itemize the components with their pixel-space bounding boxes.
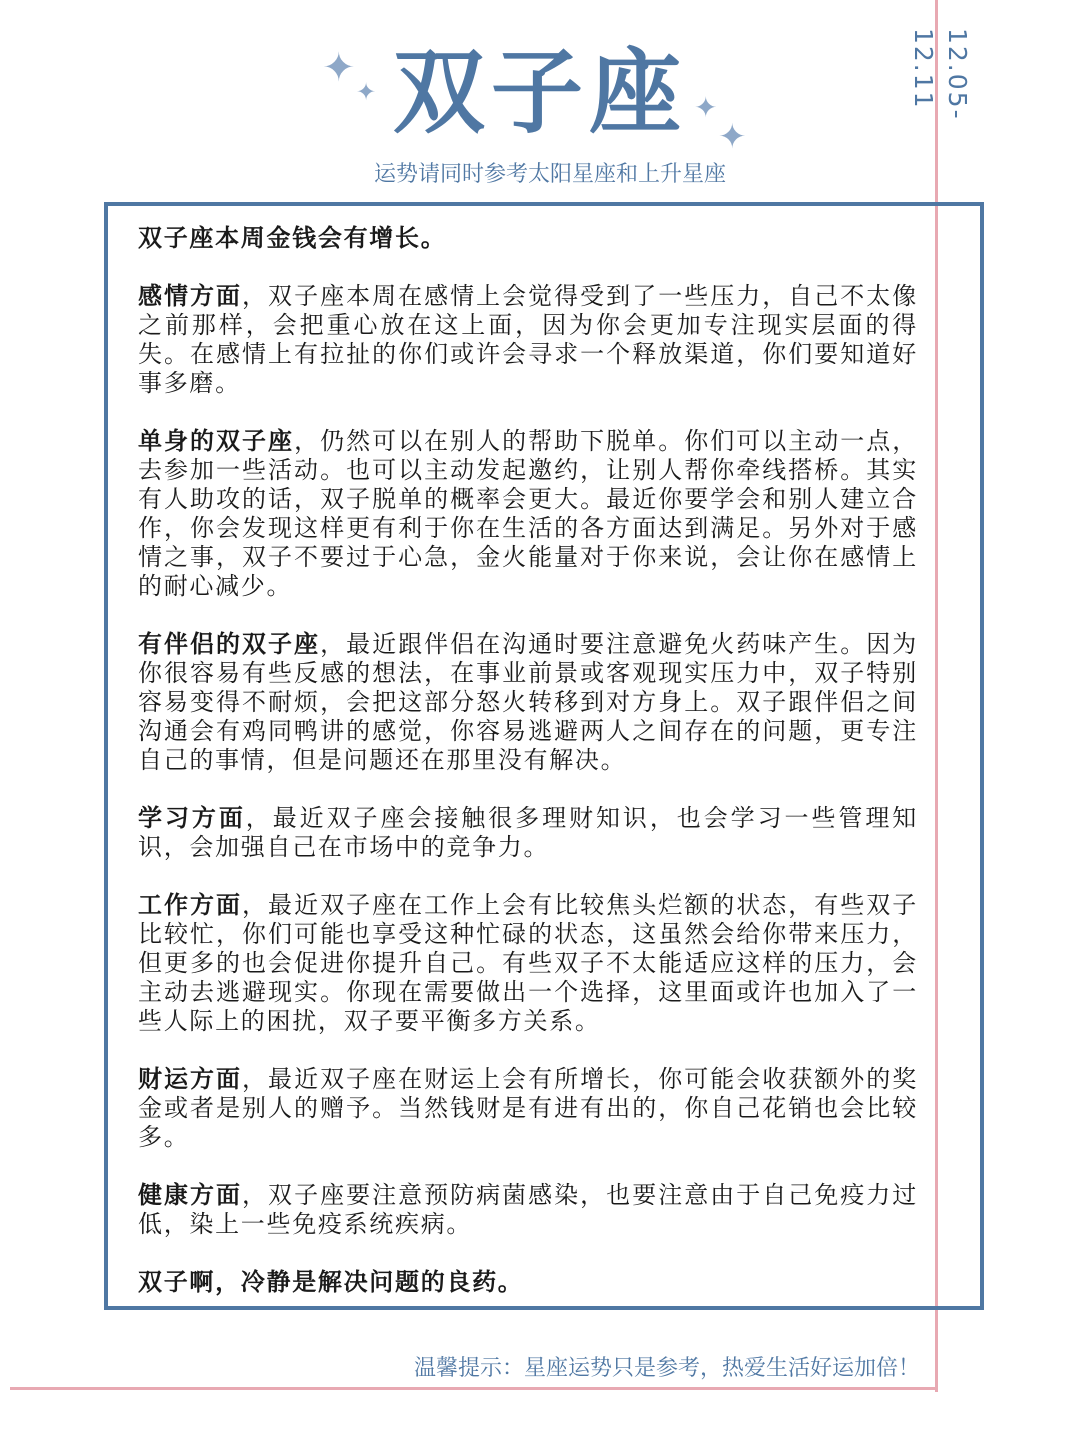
sparkle-icon: ✦ — [322, 45, 356, 91]
paragraph-body: ，最近双子座会接触很多理财知识，也会学习一些管理知识，会加强自己在市场中的竞争力。 — [138, 804, 918, 861]
paragraph-lead: 财运方面 — [138, 1065, 243, 1093]
footer-tip: 温馨提示：星座运势只是参考，热爱生活好运加倍！ — [413, 1356, 920, 1381]
paragraph-lead: 健康方面 — [138, 1181, 243, 1209]
paragraph-body: ，最近双子座在工作上会有比较焦头烂额的状态，有些双子比较忙，你们可能也享受这种忙碌的状态，这虽然会给你带来压力，但更多的也会促进你提升自己。有些双子不太能适应这样的压力，会主动去逃避现实。你现在需要做出一个选择，这里面或许也加入了一些人际上的困扰，双子要平衡多方关系。 — [138, 891, 918, 1035]
date-range: 12.05-12.11 — [909, 28, 972, 121]
paragraph-body: ，最近双子座在财运上会有所增长，你可能会收获额外的奖金或者是别人的赠予。当然钱财是有进有出的，你自己花销也会比较多。 — [138, 1065, 918, 1151]
horoscope-content-box — [104, 202, 984, 1310]
paragraph-single — [138, 427, 918, 601]
paragraph-body: ，双子座本周在感情上会觉得受到了一些压力，自己不太像之前那样，会把重心放在这上面，因为你会更加专注现实层面的得失。在感情上有拉扯的你们或许会寻求一个释放渠道，你们要知道好事多磨。 — [138, 282, 918, 397]
paragraph-love — [138, 282, 918, 398]
paragraph-work — [138, 891, 918, 1036]
paragraph-body: ，仍然可以在别人的帮助下脱单。你们可以主动一点，去参加一些活动。也可以主动发起邀约，让别人帮你牵线搭桥。其实有人助攻的话，双子脱单的概率会更大。最近你要学会和别人建立合作，你会发现这样更有利于你在生活的各方面达到满足。另外对于感情之事，双子不要过于心急，金火能量对于你来说，会让你在感情上的耐心减少。 — [138, 427, 918, 600]
paragraph-lead: 感情方面 — [138, 282, 243, 310]
horoscope-text — [138, 224, 918, 1297]
paragraph-partnered — [138, 630, 918, 775]
page-title: 双子座 — [392, 39, 687, 146]
paragraph-lead: 工作方面 — [138, 891, 243, 919]
paragraph-body: ，最近跟伴侣在沟通时要注意避免火药味产生。因为你很容易有些反感的想法，在事业前景或客观现实压力中，双子特别容易变得不耐烦，会把这部分怒火转移到对方身上。双子跟伴侣之间沟通会有鸡同鸭讲的感觉，你容易逃避两人之间存在的问题，更专注自己的事情，但是问题还在那里没有解决。 — [138, 630, 918, 774]
paragraph-health — [138, 1181, 918, 1239]
sparkle-icon: ✦ — [356, 78, 377, 106]
paragraph-body: ，双子座要注意预防病菌感染，也要注意由于自己免疫力过低，染上一些免疫系统疾病。 — [138, 1181, 918, 1238]
subtitle: 运势请同时参考太阳星座和上升星座 — [373, 162, 726, 187]
intro-line: 双子座本周金钱会有增长。 — [138, 224, 447, 252]
pink-horizontal-line — [10, 1387, 938, 1390]
closing-line: 双子啊，冷静是解决问题的良药。 — [138, 1268, 524, 1296]
paragraph-lead: 学习方面 — [138, 804, 246, 832]
paragraph-wealth — [138, 1065, 918, 1152]
sparkle-icon: ✦ — [694, 91, 718, 124]
paragraph-lead: 有伴侣的双子座 — [138, 630, 321, 658]
sparkle-icon: ✦ — [718, 117, 747, 157]
paragraph-study — [138, 804, 918, 862]
paragraph-lead: 单身的双子座 — [138, 427, 295, 455]
